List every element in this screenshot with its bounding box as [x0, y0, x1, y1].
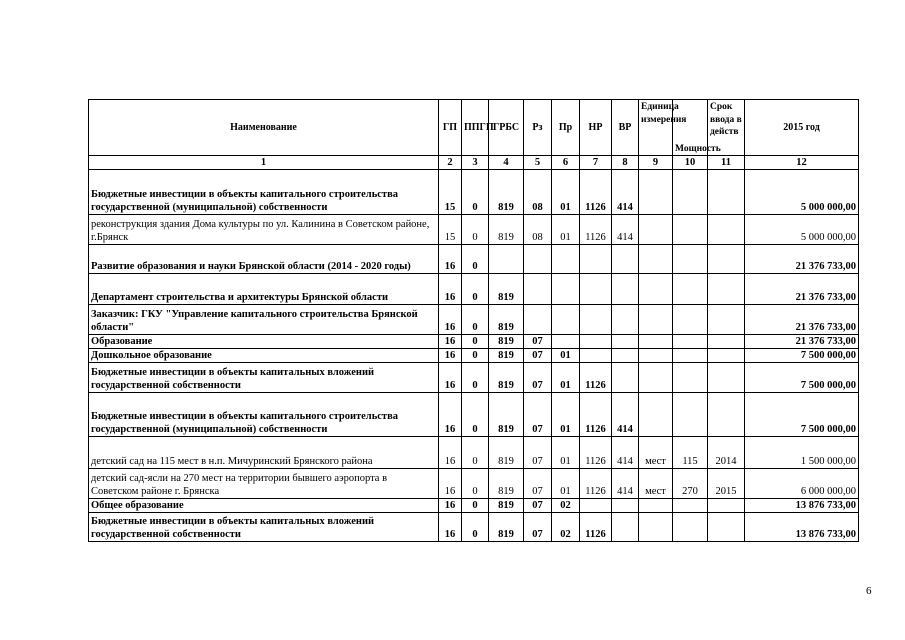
- cell-pr: 01: [552, 170, 580, 215]
- cell-term: [708, 245, 745, 274]
- cell-nr: 1126: [580, 215, 612, 245]
- cell-rz: 07: [524, 499, 552, 513]
- cell-nr: [580, 305, 612, 335]
- cell-rz: 08: [524, 170, 552, 215]
- cell-vr: [612, 513, 639, 542]
- header-term: Срок ввода в действ: [708, 100, 745, 156]
- cell-power: [673, 245, 708, 274]
- cell-power: [673, 215, 708, 245]
- cell-nr: [580, 274, 612, 305]
- cell-gp: 16: [439, 437, 462, 469]
- cell-vr: [612, 499, 639, 513]
- cell-unit: [639, 274, 673, 305]
- header-grbs: ГРБС: [489, 100, 524, 156]
- header-power: Мощность: [673, 100, 708, 156]
- cell-nr: 1126: [580, 513, 612, 542]
- table-row: [89, 170, 859, 215]
- cell-term: 2014: [708, 437, 745, 469]
- cell-pr: 01: [552, 469, 580, 499]
- cell-gp: 16: [439, 469, 462, 499]
- cell-unit: [639, 215, 673, 245]
- cell-unit: [639, 499, 673, 513]
- cell-grbs: 819: [489, 513, 524, 542]
- table-body: [89, 170, 859, 542]
- column-number: 7: [580, 156, 612, 170]
- cell-vr: [612, 363, 639, 393]
- cell-rz: 07: [524, 335, 552, 349]
- cell-pr: [552, 245, 580, 274]
- column-number: 8: [612, 156, 639, 170]
- cell-pr: 02: [552, 513, 580, 542]
- cell-grbs: 819: [489, 305, 524, 335]
- cell-power: [673, 274, 708, 305]
- column-number: 4: [489, 156, 524, 170]
- cell-power: [673, 170, 708, 215]
- cell-name: Заказчик: ГКУ "Управление капитального строительства Брянской области": [89, 305, 439, 335]
- cell-ppgp: 0: [462, 245, 489, 274]
- cell-vr: [612, 274, 639, 305]
- cell-ppgp: 0: [462, 499, 489, 513]
- column-number: 1: [89, 156, 439, 170]
- cell-grbs: [489, 245, 524, 274]
- header-name: Наименование: [89, 100, 439, 156]
- table-row: [89, 305, 859, 335]
- cell-term: [708, 274, 745, 305]
- cell-amount: 7 500 000,00: [745, 393, 859, 437]
- header-year: 2015 год: [745, 100, 859, 156]
- table-row: [89, 469, 859, 499]
- cell-power: 270: [673, 469, 708, 499]
- header-gp: ГП: [439, 100, 462, 156]
- cell-nr: 1126: [580, 363, 612, 393]
- cell-gp: 16: [439, 245, 462, 274]
- cell-vr: 414: [612, 469, 639, 499]
- cell-amount: 13 876 733,00: [745, 499, 859, 513]
- cell-name: Бюджетные инвестиции в объекты капитального строительства государственной (муниципальной) собственности: [89, 393, 439, 437]
- column-number: 6: [552, 156, 580, 170]
- cell-amount: 1 500 000,00: [745, 437, 859, 469]
- cell-pr: 01: [552, 437, 580, 469]
- cell-unit: [639, 305, 673, 335]
- cell-nr: 1126: [580, 437, 612, 469]
- cell-amount: 5 000 000,00: [745, 215, 859, 245]
- column-number: 12: [745, 156, 859, 170]
- cell-vr: [612, 349, 639, 363]
- cell-power: [673, 335, 708, 349]
- table-row: [89, 245, 859, 274]
- cell-ppgp: 0: [462, 469, 489, 499]
- cell-name: Дошкольное образование: [89, 349, 439, 363]
- cell-power: [673, 363, 708, 393]
- cell-pr: [552, 305, 580, 335]
- cell-term: [708, 170, 745, 215]
- cell-gp: 16: [439, 393, 462, 437]
- cell-unit: [639, 335, 673, 349]
- cell-amount: 7 500 000,00: [745, 363, 859, 393]
- header-pr: Пр: [552, 100, 580, 156]
- cell-amount: 21 376 733,00: [745, 245, 859, 274]
- cell-name: Общее образование: [89, 499, 439, 513]
- cell-gp: 15: [439, 215, 462, 245]
- cell-vr: 414: [612, 170, 639, 215]
- cell-power: [673, 349, 708, 363]
- cell-power: [673, 513, 708, 542]
- cell-unit: [639, 170, 673, 215]
- cell-term: [708, 349, 745, 363]
- cell-amount: 21 376 733,00: [745, 335, 859, 349]
- cell-rz: 08: [524, 215, 552, 245]
- cell-unit: [639, 245, 673, 274]
- table-row: [89, 513, 859, 542]
- cell-rz: [524, 305, 552, 335]
- cell-amount: 21 376 733,00: [745, 274, 859, 305]
- cell-vr: 414: [612, 437, 639, 469]
- cell-term: [708, 363, 745, 393]
- cell-power: 115: [673, 437, 708, 469]
- table-row: [89, 215, 859, 245]
- cell-ppgp: 0: [462, 274, 489, 305]
- column-number: 9: [639, 156, 673, 170]
- cell-vr: 414: [612, 215, 639, 245]
- cell-power: [673, 305, 708, 335]
- cell-rz: 07: [524, 349, 552, 363]
- cell-nr: 1126: [580, 469, 612, 499]
- cell-grbs: 819: [489, 170, 524, 215]
- cell-gp: 16: [439, 335, 462, 349]
- cell-unit: [639, 393, 673, 437]
- column-number: 3: [462, 156, 489, 170]
- header-unit: Единица измерения: [639, 100, 673, 156]
- cell-amount: 13 876 733,00: [745, 513, 859, 542]
- cell-unit: мест: [639, 469, 673, 499]
- header-rz: Рз: [524, 100, 552, 156]
- cell-ppgp: 0: [462, 437, 489, 469]
- cell-term: 2015: [708, 469, 745, 499]
- cell-power: [673, 499, 708, 513]
- header-nr: НР: [580, 100, 612, 156]
- column-number: 10: [673, 156, 708, 170]
- cell-pr: 01: [552, 349, 580, 363]
- cell-grbs: 819: [489, 469, 524, 499]
- cell-term: [708, 499, 745, 513]
- cell-gp: 16: [439, 349, 462, 363]
- cell-unit: [639, 513, 673, 542]
- cell-grbs: 819: [489, 363, 524, 393]
- cell-rz: [524, 274, 552, 305]
- cell-name: Департамент строительства и архитектуры Брянской области: [89, 274, 439, 305]
- cell-unit: [639, 363, 673, 393]
- cell-pr: 01: [552, 215, 580, 245]
- cell-gp: 16: [439, 513, 462, 542]
- cell-nr: [580, 245, 612, 274]
- cell-rz: 07: [524, 363, 552, 393]
- cell-power: [673, 393, 708, 437]
- header-vr: ВР: [612, 100, 639, 156]
- table-row: [89, 499, 859, 513]
- table-row: [89, 437, 859, 469]
- cell-term: [708, 305, 745, 335]
- cell-pr: 01: [552, 363, 580, 393]
- cell-amount: 5 000 000,00: [745, 170, 859, 215]
- cell-nr: [580, 499, 612, 513]
- cell-term: [708, 513, 745, 542]
- cell-name: Бюджетные инвестиции в объекты капитальных вложений государственной собственности: [89, 363, 439, 393]
- cell-amount: 7 500 000,00: [745, 349, 859, 363]
- cell-grbs: 819: [489, 437, 524, 469]
- cell-vr: 414: [612, 393, 639, 437]
- cell-pr: 01: [552, 393, 580, 437]
- cell-grbs: 819: [489, 274, 524, 305]
- page-number: 6: [866, 585, 872, 597]
- cell-pr: [552, 335, 580, 349]
- column-number: 5: [524, 156, 552, 170]
- cell-nr: 1126: [580, 170, 612, 215]
- cell-name: детский сад на 115 мест в н.п. Мичуринский Брянского района: [89, 437, 439, 469]
- cell-gp: 16: [439, 274, 462, 305]
- cell-vr: [612, 245, 639, 274]
- table-row: [89, 274, 859, 305]
- cell-grbs: 819: [489, 215, 524, 245]
- cell-unit: [639, 349, 673, 363]
- cell-nr: [580, 335, 612, 349]
- cell-grbs: 819: [489, 393, 524, 437]
- cell-grbs: 819: [489, 499, 524, 513]
- cell-ppgp: 0: [462, 513, 489, 542]
- cell-term: [708, 215, 745, 245]
- cell-unit: мест: [639, 437, 673, 469]
- cell-ppgp: 0: [462, 363, 489, 393]
- column-number: 2: [439, 156, 462, 170]
- cell-rz: 07: [524, 469, 552, 499]
- cell-term: [708, 393, 745, 437]
- cell-name: реконструкция здания Дома культуры по ул. Калинина в Советском районе, г.Брянск: [89, 215, 439, 245]
- cell-amount: 6 000 000,00: [745, 469, 859, 499]
- header-ppgp: ППГП: [462, 100, 489, 156]
- cell-gp: 16: [439, 499, 462, 513]
- table-row: [89, 335, 859, 349]
- cell-vr: [612, 335, 639, 349]
- cell-rz: [524, 245, 552, 274]
- cell-pr: 02: [552, 499, 580, 513]
- cell-rz: 07: [524, 513, 552, 542]
- cell-amount: 21 376 733,00: [745, 305, 859, 335]
- cell-nr: 1126: [580, 393, 612, 437]
- cell-ppgp: 0: [462, 393, 489, 437]
- cell-ppgp: 0: [462, 349, 489, 363]
- cell-nr: [580, 349, 612, 363]
- cell-vr: [612, 305, 639, 335]
- cell-ppgp: 0: [462, 215, 489, 245]
- cell-name: Бюджетные инвестиции в объекты капитальных вложений государственной собственности: [89, 513, 439, 542]
- cell-term: [708, 335, 745, 349]
- cell-name: Развитие образования и науки Брянской области (2014 - 2020 годы): [89, 245, 439, 274]
- column-number: 11: [708, 156, 745, 170]
- table-row: [89, 393, 859, 437]
- cell-ppgp: 0: [462, 170, 489, 215]
- cell-gp: 16: [439, 363, 462, 393]
- cell-pr: [552, 274, 580, 305]
- cell-grbs: 819: [489, 349, 524, 363]
- column-number-row: [89, 156, 859, 170]
- table-row: [89, 363, 859, 393]
- cell-grbs: 819: [489, 335, 524, 349]
- cell-gp: 16: [439, 305, 462, 335]
- cell-name: Бюджетные инвестиции в объекты капитального строительства государственной (муниципальной) собственности: [89, 170, 439, 215]
- cell-gp: 15: [439, 170, 462, 215]
- header-row: [89, 100, 859, 156]
- budget-table: [88, 99, 859, 542]
- table-row: [89, 349, 859, 363]
- cell-rz: 07: [524, 437, 552, 469]
- cell-name: Образование: [89, 335, 439, 349]
- cell-rz: 07: [524, 393, 552, 437]
- cell-name: детский сад-ясли на 270 мест на территории бывшего аэропорта в Советском районе г. Брянска: [89, 469, 439, 499]
- cell-ppgp: 0: [462, 335, 489, 349]
- cell-ppgp: 0: [462, 305, 489, 335]
